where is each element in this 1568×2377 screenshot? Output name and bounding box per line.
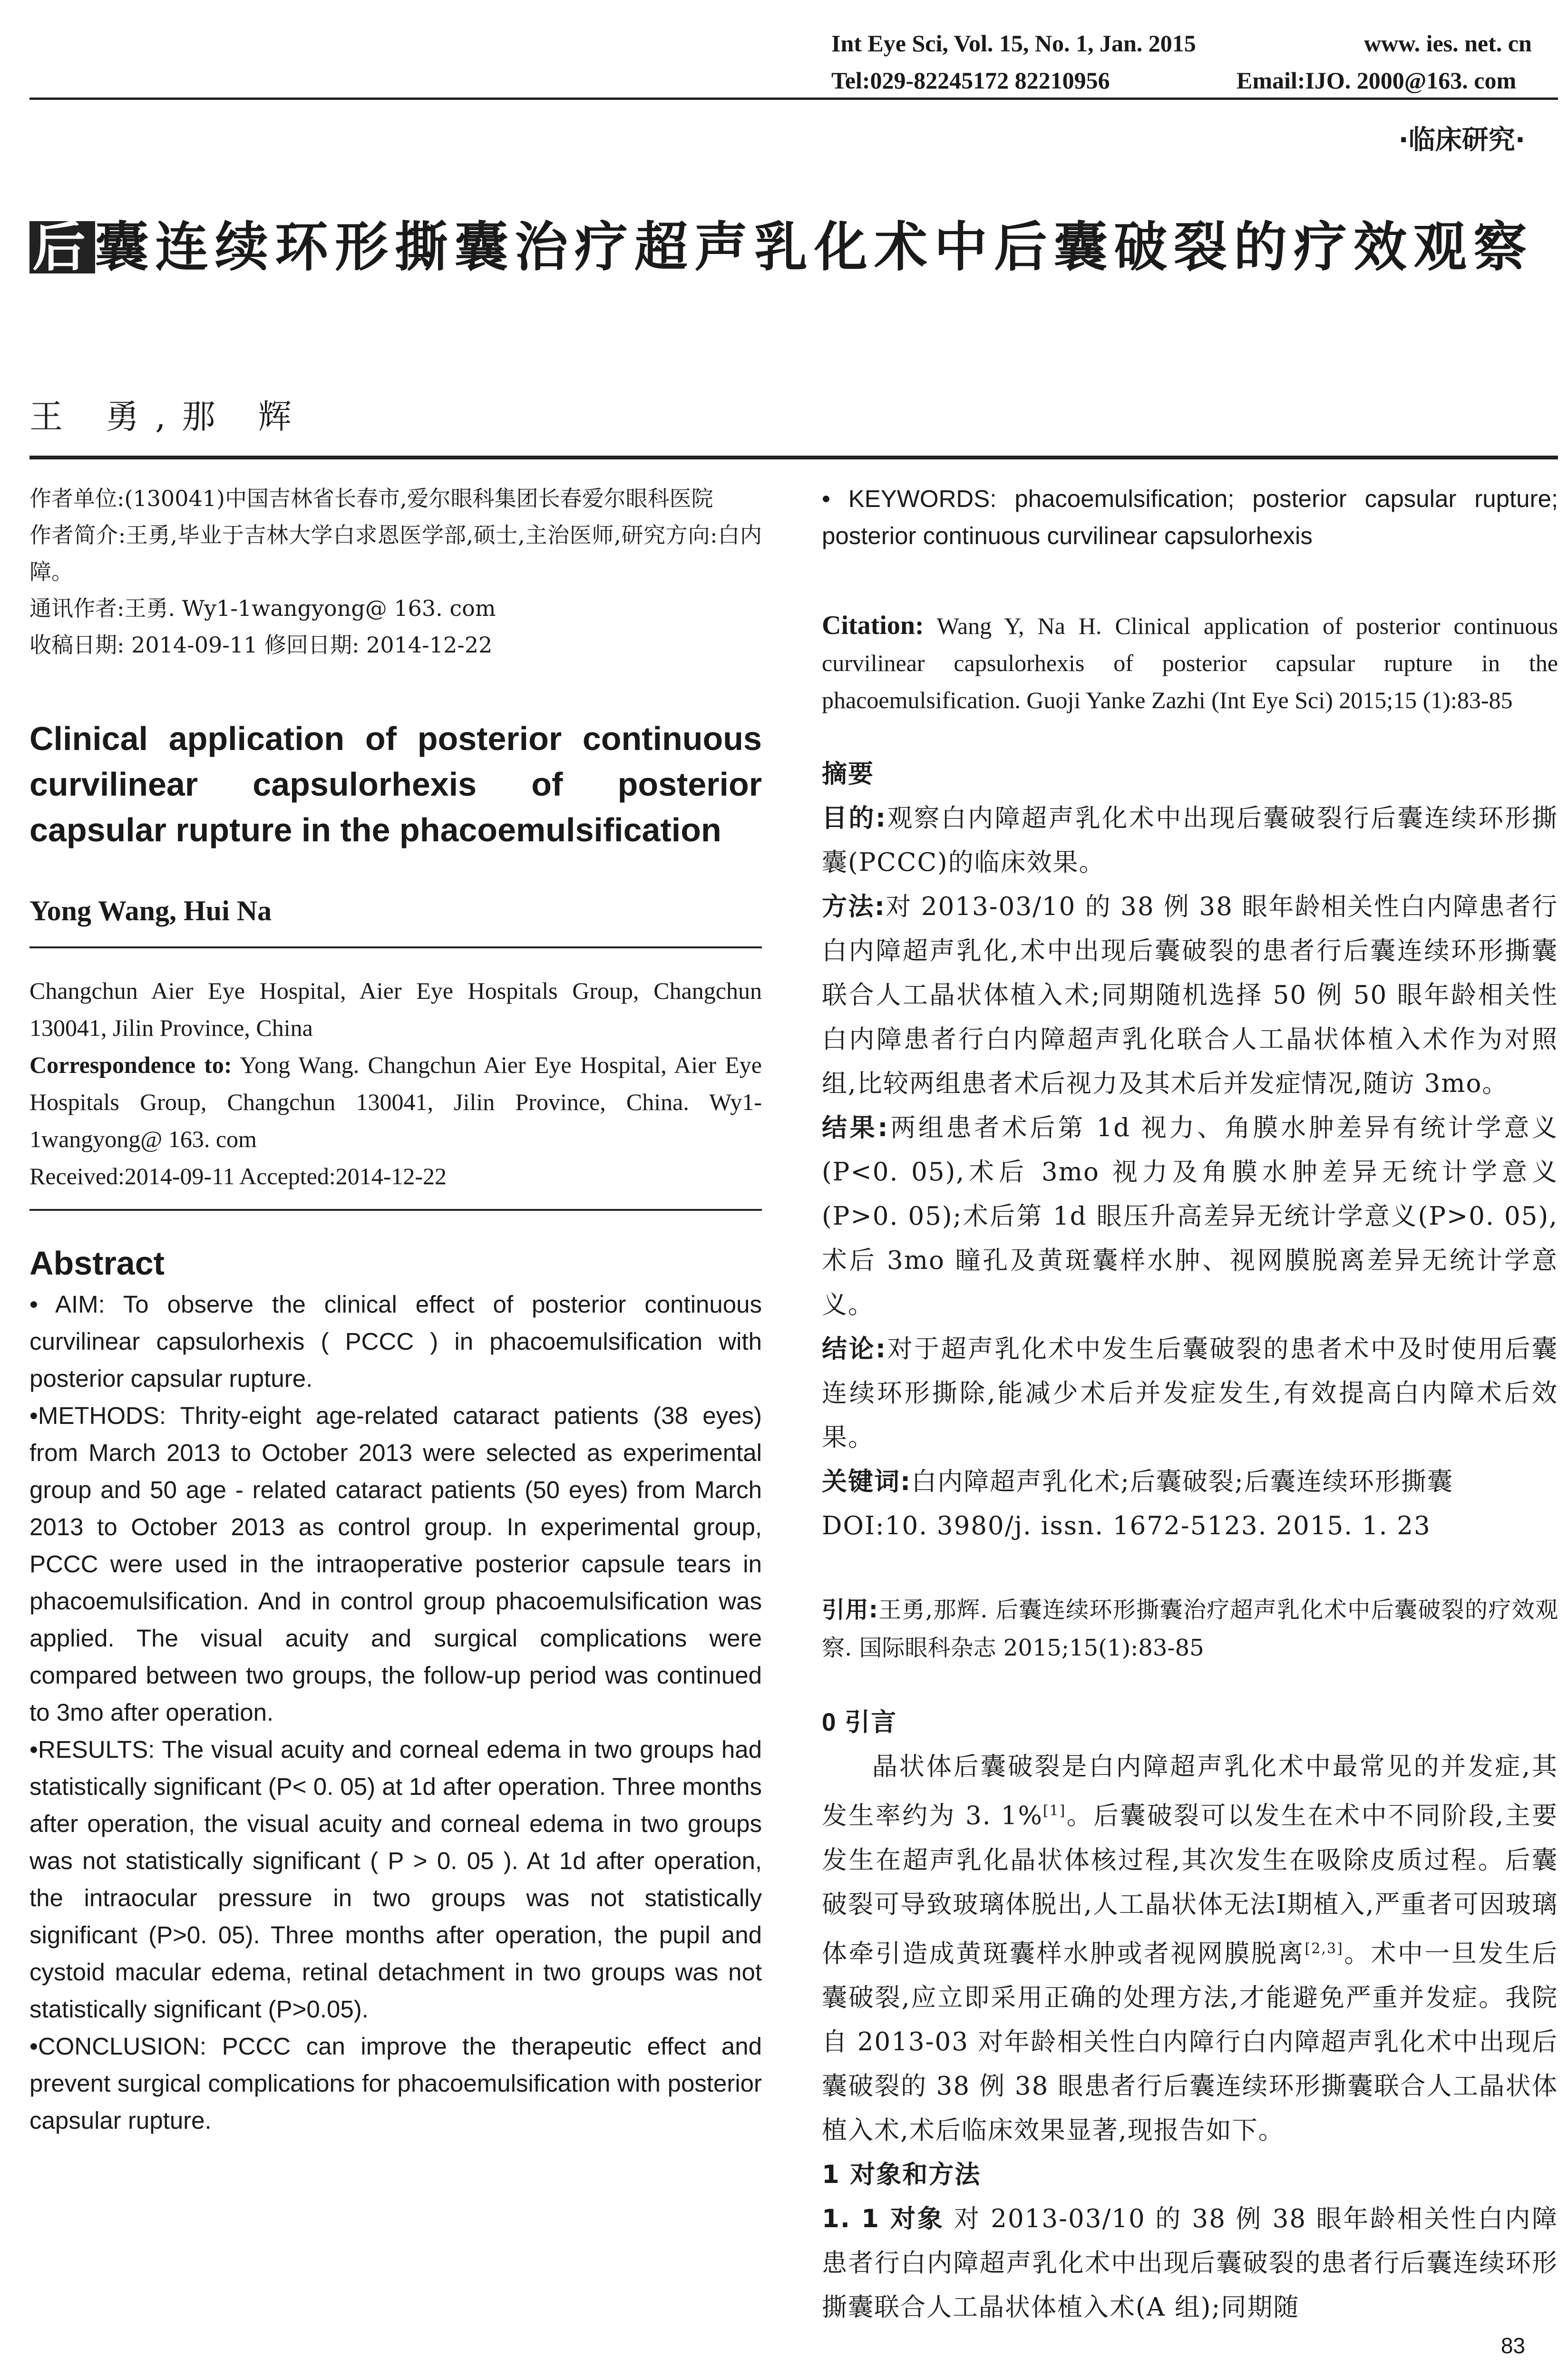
abstract-cn-conclusion — [822, 1327, 1558, 1460]
abstract-aim: • AIM: To observe the clinical effect of posterior continuous curvilinear capsulorhexis ( PCCC ) in phacoemulsification with posterior capsular rupture. — [29, 1291, 762, 1392]
subject-text: 对 2013-03/10 的 38 例 38 眼年龄相关性白内障患者行白内障超声乳化术中出现后囊破裂的患者行后囊连续环形撕囊联合人工晶状体植入术(A 组);同期随 — [822, 2204, 1558, 2322]
aim-label: 目的: — [822, 804, 887, 833]
correspondence-text: Yong Wang. Changchun Aier Eye Hospital, Aier Eye Hospitals Group, Changchun 130041, Jilin Province, China. Wy1-1wangyong@ 163. com — [29, 1052, 762, 1152]
ref-2-3[interactable]: [2,3] — [1305, 1940, 1344, 1957]
conclusion-text: 对于超声乳化术中发生后囊破裂的患者术中及时使用后囊连续环形撕除,能减少术后并发症发生,有效提高白内障术后效果。 — [822, 1335, 1558, 1452]
correspondence-label: Correspondence to: — [29, 1052, 232, 1078]
keywords-text: 白内障超声乳化术;后囊破裂;后囊连续环形撕囊 — [911, 1467, 1453, 1496]
keywords-en: • KEYWORDS: phacoemulsification; posterior capsular rupture; posterior continuous curvilinear capsulorhexis — [822, 485, 1558, 549]
corresponding-author: 通讯作者:王勇. Wy1-1wangyong@ 163. com — [29, 595, 496, 621]
journal-volume-line: Int Eye Sci, Vol. 15, No. 1, Jan. 2015 — [831, 30, 1196, 57]
left-column — [29, 480, 762, 2139]
authors-cn: 王 勇,那 辉 — [29, 397, 308, 436]
cite-cn-label: 引用: — [822, 1597, 878, 1623]
section-tag: ·临床研究· — [1398, 125, 1525, 156]
author-affiliation: 作者单位:(130041)中国吉林省长春市,爱尔眼科集团长春爱尔眼科医院 — [29, 486, 713, 511]
author-info-block — [29, 480, 762, 663]
affiliation-address: Changchun Aier Eye Hospital, Aier Eye Hospitals Group, Changchun 130041, Jilin Province, China — [29, 977, 762, 1041]
subject-label: 1. 1 对象 — [822, 2204, 945, 2234]
affiliation-block — [29, 972, 762, 1195]
citation-label: Citation: — [822, 611, 924, 640]
title-initial-char: 后 — [29, 221, 95, 273]
abstract-cn-results — [822, 1106, 1558, 1327]
results-label: 结果: — [822, 1113, 889, 1142]
received-dates: 收稿日期: 2014-09-11 修回日期: 2014-12-22 — [29, 632, 493, 658]
journal-phone: Tel:029-82245172 82210956 — [831, 67, 1110, 94]
received-accepted: Received:2014-09-11 Accepted:2014-12-22 — [29, 1163, 447, 1189]
journal-website[interactable]: www. ies. net. cn — [1364, 30, 1532, 57]
right-column — [822, 480, 1558, 2329]
article-title-cn — [29, 205, 1558, 290]
results-text: 两组患者术后第 1d 视力、角膜水肿差异有统计学意义(P<0. 05),术后 3mo 视力及角膜水肿差异无统计学意义(P>0. 05);术后第 1d 眼压升高差异无统计学意义(P>0. 05),术后 3mo 瞳孔及黄斑囊样水肿、视网膜脱离差异无统计学意义。 — [822, 1113, 1558, 1319]
authors-en: Yong Wang, Hui Na — [29, 895, 272, 926]
authors-rule — [29, 946, 762, 948]
citation-cn — [822, 1591, 1558, 1667]
intro-paragraph — [822, 1744, 1558, 2153]
methods-heading: 1 对象和方法 — [822, 2160, 981, 2190]
methods-subject — [822, 2197, 1558, 2329]
abstract-cn-heading: 摘要 — [822, 760, 874, 789]
citation-text: Wang Y, Na H. Clinical application of posterior continuous curvilinear capsulorhexis of posterior capsular rupture in the phacoemulsification. Guoji Yanke Zazhi (Int Eye Sci) 2015;15 (1):83-85 — [822, 613, 1558, 713]
abstract-cn-aim — [822, 796, 1558, 885]
abstract-methods: •METHODS: Thrity-eight age-related cataract patients (38 eyes) from March 2013 to October 2013 were selected as experimental group and 50 age - related cataract patients (50 eyes) from March 2013 to October 2013 as control group. In experimental group, PCCC were used in the intraoperative posterior capsule tears in phacoemulsification. And in control group phacoemulsification was applied. The visual acuity and surgical complications were compared between two groups, the follow-up period was continued to 3mo after operation. — [29, 1402, 762, 1726]
citation-en — [822, 607, 1558, 719]
correspondence — [29, 1046, 762, 1158]
article-title-en: Clinical application of posterior continuous curvilinear capsulorhexis of posterior capsular rupture in the phacoemulsification — [29, 720, 762, 848]
keywords-label: 关键词: — [822, 1467, 912, 1496]
abstract-cn — [822, 752, 1558, 1548]
conclusion-label: 结论: — [822, 1335, 887, 1364]
ref-1[interactable]: [1] — [1042, 1802, 1066, 1819]
page-number: 83 — [1500, 2333, 1525, 2358]
title-rest: 囊连续环形撕囊治疗超声乳化术中后囊破裂的疗效观察 — [95, 216, 1533, 278]
abstract-results: •RESULTS: The visual acuity and corneal edema in two groups had statistically significant (P< 0. 05) at 1d after operation. Three months after operation, the visual acuity and corneal edema in two groups was not statistically significant ( P > 0. 05 ). At 1d after operation, the intraocular pressure in two groups was not statistically significant (P>0. 05). Three months after operation, the pupil and cystoid macular edema, retinal detachment in two groups was not statistically significant (P>0.05). — [29, 1736, 762, 2023]
author-bio: 作者简介:王勇,毕业于吉林大学白求恩医学部,硕士,主治医师,研究方向:白内障。 — [29, 522, 762, 585]
affiliation-rule — [29, 1209, 762, 1211]
intro-heading: 0 引言 — [822, 1708, 897, 1736]
intro-text-c: 。术中一旦发生后囊破裂,应立即采用正确的处理方法,才能避免严重并发症。我院自 2013-03 对年龄相关性白内障行白内障超声乳化术中出现后囊破裂的 38 例 38 眼患者行后囊连续环形撕囊联合人工晶状体植入术,术后临床效果显著,现报告如下。 — [822, 1939, 1558, 2145]
abstract-conclusion: •CONCLUSION: PCCC can improve the therapeutic effect and prevent surgical complications for phacoemulsification with posterior capsular rupture. — [29, 2033, 762, 2134]
cite-cn-text: 王勇,那辉. 后囊连续环形撕囊治疗超声乳化术中后囊破裂的疗效观察. 国际眼科杂志 2015;15(1):83-85 — [822, 1597, 1558, 1661]
introduction — [822, 1700, 1558, 2329]
aim-text: 观察白内障超声乳化术中出现后囊破裂行后囊连续环形撕囊(PCCC)的临床效果。 — [822, 804, 1558, 877]
abstract-cn-keywords — [822, 1460, 1558, 1504]
intro-text-a: 晶状体后囊破裂是白内障超声乳化术中最常见的并发症,其发生率约为 3. 1% — [822, 1752, 1558, 1831]
intro-text-b: 。后囊破裂可以发生在术中不同阶段,主要发生在超声乳化晶状体核过程,其次发生在吸除皮质过程。后囊破裂可导致玻璃体脱出,人工晶状体无法Ⅰ期植入,严重者可因玻璃体牵引造成黄斑囊样水肿或者视网膜脱离 — [822, 1801, 1558, 1968]
methods-label: 方法: — [822, 892, 886, 921]
abstract-en — [29, 1286, 762, 2139]
doi[interactable]: DOI:10. 3980/j. issn. 1672-5123. 2015. 1. 23 — [822, 1511, 1431, 1540]
abstract-heading: Abstract — [29, 1245, 165, 1282]
abstract-cn-methods — [822, 885, 1558, 1106]
title-rule — [29, 456, 1558, 459]
journal-email[interactable]: Email:IJO. 2000@163. com — [1237, 67, 1517, 94]
header-rule — [29, 97, 1558, 100]
methods-text: 对 2013-03/10 的 38 例 38 眼年龄相关性白内障患者行白内障超声乳化,术中出现后囊破裂的患者行后囊连续环形撕囊联合人工晶状体植入术;同期随机选择 50 例 50 眼年龄相关性白内障患者行白内障超声乳化联合人工晶状体植入术作为对照组,比较两组患者术后视力及其术后并发症情况,随访 3mo。 — [822, 892, 1558, 1098]
